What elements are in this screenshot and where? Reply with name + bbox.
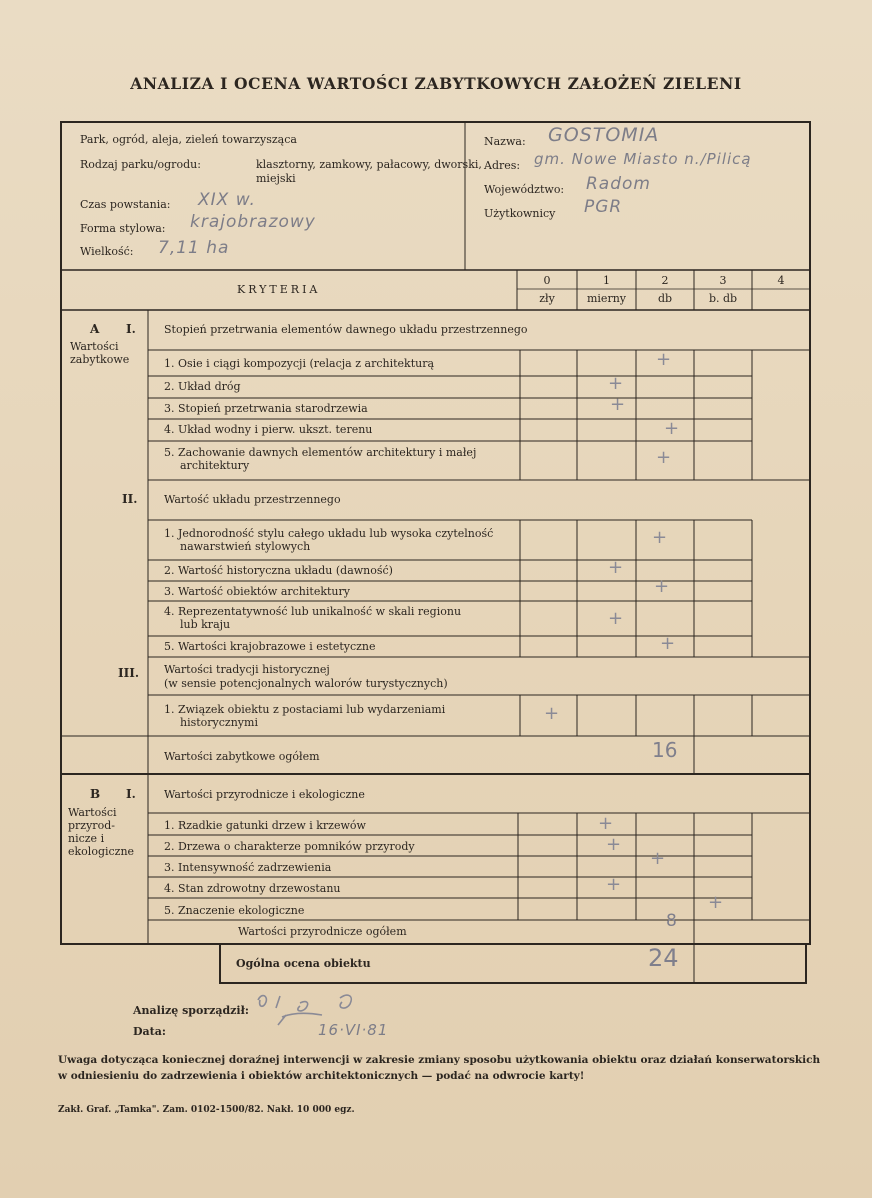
a2-item-1-line2: nawarstwień stylowych [180, 540, 311, 553]
mark-a1-1: + [656, 349, 672, 370]
group2-title: Wartość układu przestrzennego [164, 493, 341, 506]
prepared-label: Analizę sporządził: [133, 1004, 249, 1017]
col-0-num: 0 [543, 274, 551, 287]
a2-item-4-line2: lub kraju [180, 618, 231, 631]
kind-value-2: miejski [256, 172, 296, 185]
a2-item-1: 1. Jednorodność stylu całego układu lub wysoka czytelność [164, 527, 494, 540]
overall-label: Ogólna ocena obiektu [236, 957, 371, 970]
section-a-roman-2: II. [122, 492, 138, 506]
section-b-name-3: nicze i [68, 832, 105, 845]
mark-a3-1: + [544, 703, 560, 724]
b-item-2: 2. Drzewa o charakterze pomników przyrody [164, 840, 415, 853]
a2-item-3: 3. Wartość obiektów architektury [164, 585, 350, 598]
style-label: Forma stylowa: [80, 222, 166, 235]
mark-b-2: + [606, 834, 622, 855]
section-b-total-value: 8 [666, 911, 677, 931]
section-b-name-2: przyrod- [68, 819, 115, 832]
criteria-heading: KRYTERIA [237, 283, 321, 296]
mark-a1-2: + [608, 373, 624, 394]
name-value: GOSTOMIA [548, 124, 660, 146]
name-label: Nazwa: [484, 135, 526, 148]
a2-item-4: 4. Reprezentatywność lub unikalność w skali regionu [164, 605, 462, 618]
section-a-name-1: Wartości [70, 340, 119, 353]
section-a-total-value: 16 [652, 738, 678, 762]
document-title: ANALIZA I OCENA WARTOŚCI ZABYTKOWYCH ZAŁOŻEŃ ZIELENI [130, 74, 742, 93]
group1-title: Stopień przetrwania elementów dawnego układu przestrzennego [164, 323, 528, 336]
section-a-total-label: Wartości zabytkowe ogółem [164, 750, 320, 763]
date-label: Data: [133, 1025, 166, 1038]
mark-a1-5: + [656, 447, 672, 468]
col-1-name: mierny [586, 292, 626, 305]
a1-item-2: 2. Układ dróg [164, 380, 241, 393]
date-value: 16·VI·81 [318, 1021, 389, 1039]
a2-item-2: 2. Wartość historyczna układu (dawność) [164, 564, 393, 577]
a2-item-5: 5. Wartości krajobrazowe i estetyczne [164, 640, 376, 653]
section-b-name-1: Wartości [68, 806, 117, 819]
address-label: Adres: [484, 159, 521, 172]
mark-a2-3: + [654, 576, 670, 597]
kind-label: Rodzaj parku/ogrodu: [80, 158, 201, 171]
col-1-num: 1 [603, 274, 610, 287]
mark-a1-3: + [610, 394, 626, 415]
mark-a2-1: + [652, 527, 668, 548]
created-value: XIX w. [198, 190, 256, 210]
mark-b-4: + [606, 874, 622, 895]
section-b-group-title: Wartości przyrodnicze i ekologiczne [164, 788, 365, 801]
mark-b-3: + [650, 848, 666, 869]
b-item-5: 5. Znaczenie ekologiczne [164, 904, 305, 917]
mark-a2-4: + [608, 608, 624, 629]
a1-item-5-line2: architektury [180, 459, 250, 472]
b-item-4: 4. Stan zdrowotny drzewostanu [164, 882, 341, 895]
b-item-1: 1. Rzadkie gatunki drzew i krzewów [164, 819, 366, 832]
col-4-num: 4 [777, 274, 785, 287]
note-line-1: Uwaga dotycząca koniecznej doraźnej interwencji w zakresie zmiany sposobu użytkowania obiektu oraz działań konserwatorskich [58, 1054, 821, 1066]
a1-item-1: 1. Osie i ciągi kompozycji (relacja z architekturą [164, 357, 435, 370]
style-value: krajobrazowy [190, 212, 316, 232]
a1-item-3: 3. Stopień przetrwania starodrzewia [164, 402, 368, 415]
a1-item-5: 5. Zachowanie dawnych elementów architektury i małej [164, 446, 477, 459]
col-2-num: 2 [661, 274, 669, 287]
size-label: Wielkość: [80, 245, 134, 258]
b-item-3: 3. Intensywność zadrzewienia [164, 861, 332, 874]
mark-b-1: + [598, 813, 614, 834]
overall-value: 24 [648, 944, 679, 972]
voivodeship-label: Województwo: [484, 183, 565, 196]
a1-item-4: 4. Układ wodny i pierw. ukszt. terenu [164, 423, 373, 436]
col-3-name: b. db [708, 292, 738, 305]
group3-title-1: Wartości tradycji historycznej [164, 663, 330, 676]
a3-item-1-line2: historycznymi [180, 716, 258, 729]
users-label: Użytkownicy [484, 207, 556, 220]
a3-item-1: 1. Związek obiektu z postaciami lub wydarzeniami [164, 703, 446, 716]
type-label: Park, ogród, aleja, zieleń towarzysząca [80, 133, 297, 146]
col-2-name: db [657, 292, 673, 305]
section-b-name-4: ekologiczne [68, 845, 135, 858]
mark-a1-4: + [664, 418, 680, 439]
section-a-code: A [90, 322, 100, 336]
kind-value-1: klasztorny, zamkowy, pałacowy, dworski, [256, 158, 482, 171]
section-b-total-label: Wartości przyrodnicze ogółem [238, 925, 407, 938]
mark-a2-2: + [608, 557, 624, 578]
col-0-name: zły [539, 292, 555, 305]
section-b-code: B [90, 787, 101, 801]
col-3-num: 3 [719, 274, 727, 287]
voivodeship-value: Radom [586, 174, 651, 194]
print-info: Zakł. Graf. „Tamka". Zam. 0102-1500/82. Nakł. 10 000 egz. [58, 1105, 355, 1115]
users-value: PGR [584, 197, 623, 217]
created-label: Czas powstania: [80, 198, 171, 211]
note-line-2: w odniesieniu do zadrzewienia i obiektów architektonicznych — podać na odwrocie karty! [58, 1070, 585, 1082]
mark-a2-5: + [660, 633, 676, 654]
mark-b-5: + [708, 892, 724, 913]
group3-title-2: (w sensie potencjonalnych walorów turystycznych) [164, 677, 448, 690]
section-a-roman-1: I. [126, 322, 136, 336]
address-value: gm. Nowe Miasto n./Pilicą [534, 150, 752, 168]
size-value: 7,11 ha [158, 238, 230, 258]
section-a-name-2: zabytkowe [70, 353, 130, 366]
section-a-roman-3: III. [118, 666, 140, 680]
section-b-roman-1: I. [126, 787, 136, 801]
